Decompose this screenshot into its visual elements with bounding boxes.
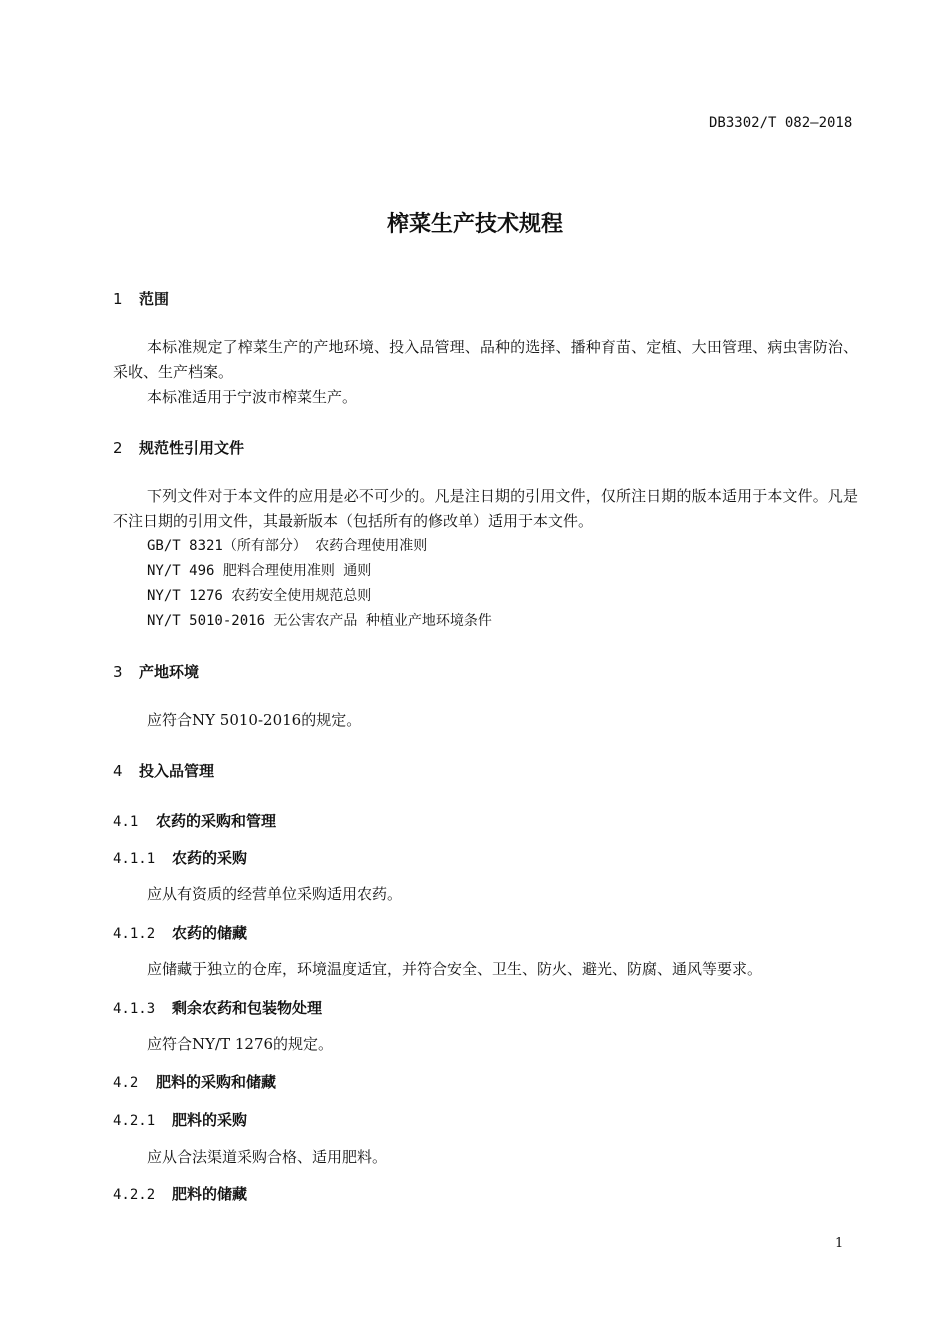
reference-item: NY/T 496 肥料合理使用准则 通则 xyxy=(147,563,372,579)
section-number: 1 xyxy=(113,290,123,308)
section-title: 农药的储藏 xyxy=(172,924,248,942)
section-number: 4 xyxy=(113,762,123,780)
reference-item: NY/T 1276 农药安全使用规范总则 xyxy=(147,588,372,604)
section-title: 规范性引用文件 xyxy=(139,439,245,457)
paragraph: 应从合法渠道采购合格、适用肥料。 xyxy=(147,1148,388,1166)
standard-code: DB3302/T 082—2018 xyxy=(709,115,853,131)
section-number: 4.2 xyxy=(113,1075,139,1091)
paragraph: 应储藏于独立的仓库，环境温度适宜，并符合安全、卫生、防火、避光、防腐、通风等要求。 xyxy=(147,960,763,978)
section-number: 4.2.1 xyxy=(113,1113,156,1129)
paragraph: 应符合NY 5010-2016的规定。 xyxy=(147,711,362,729)
subsection-4-1-1-heading xyxy=(113,847,247,868)
section-number: 4.1.3 xyxy=(113,1001,156,1017)
section-title: 范围 xyxy=(139,290,170,308)
section-title: 肥料的采购 xyxy=(172,1111,248,1129)
section-title: 投入品管理 xyxy=(139,762,215,780)
section-3-heading xyxy=(113,661,199,682)
subsection-4-2-heading xyxy=(113,1071,276,1092)
paragraph: 本标准规定了榨菜生产的产地环境、投入品管理、品种的选择、播种育苗、定植、大田管理、病虫害防治、采收、生产档案。 xyxy=(113,338,858,381)
subsection-4-2-2-heading xyxy=(113,1183,247,1204)
section-title: 肥料的采购和储藏 xyxy=(156,1073,277,1091)
paragraph: 应从有资质的经营单位采购适用农药。 xyxy=(147,885,403,903)
section-title: 农药的采购和管理 xyxy=(156,812,277,830)
paragraph: 本标准适用于宁波市榨菜生产。 xyxy=(147,388,358,406)
section-number: 2 xyxy=(113,439,123,457)
reference-item: GB/T 8321（所有部分） 农药合理使用准则 xyxy=(147,538,428,554)
paragraph: 下列文件对于本文件的应用是必不可少的。凡是注日期的引用文件，仅所注日期的版本适用于本文件。凡是不注日期的引用文件，其最新版本（包括所有的修改单）适用于本文件。 xyxy=(113,487,858,530)
section-2-heading xyxy=(113,437,244,458)
subsection-4-1-3-heading xyxy=(113,997,322,1018)
page-number: 1 xyxy=(835,1236,844,1251)
section-number: 3 xyxy=(113,663,123,681)
paragraph: 应符合NY/T 1276的规定。 xyxy=(147,1035,334,1053)
section-title: 剩余农药和包装物处理 xyxy=(172,999,323,1017)
section-number: 4.1.1 xyxy=(113,851,156,867)
section-1-heading xyxy=(113,288,169,309)
reference-item: NY/T 5010-2016 无公害农产品 种植业产地环境条件 xyxy=(147,613,492,629)
section-number: 4.2.2 xyxy=(113,1187,156,1203)
section-title: 产地环境 xyxy=(139,663,200,681)
section-4-heading xyxy=(113,760,214,781)
section-number: 4.1 xyxy=(113,814,139,830)
section-number: 4.1.2 xyxy=(113,926,156,942)
subsection-4-1-2-heading xyxy=(113,922,247,943)
section-title: 农药的采购 xyxy=(172,849,248,867)
subsection-4-2-1-heading xyxy=(113,1109,247,1130)
document-title: 榨菜生产技术规程 xyxy=(386,212,563,237)
subsection-4-1-heading xyxy=(113,810,276,831)
section-title: 肥料的储藏 xyxy=(172,1185,248,1203)
